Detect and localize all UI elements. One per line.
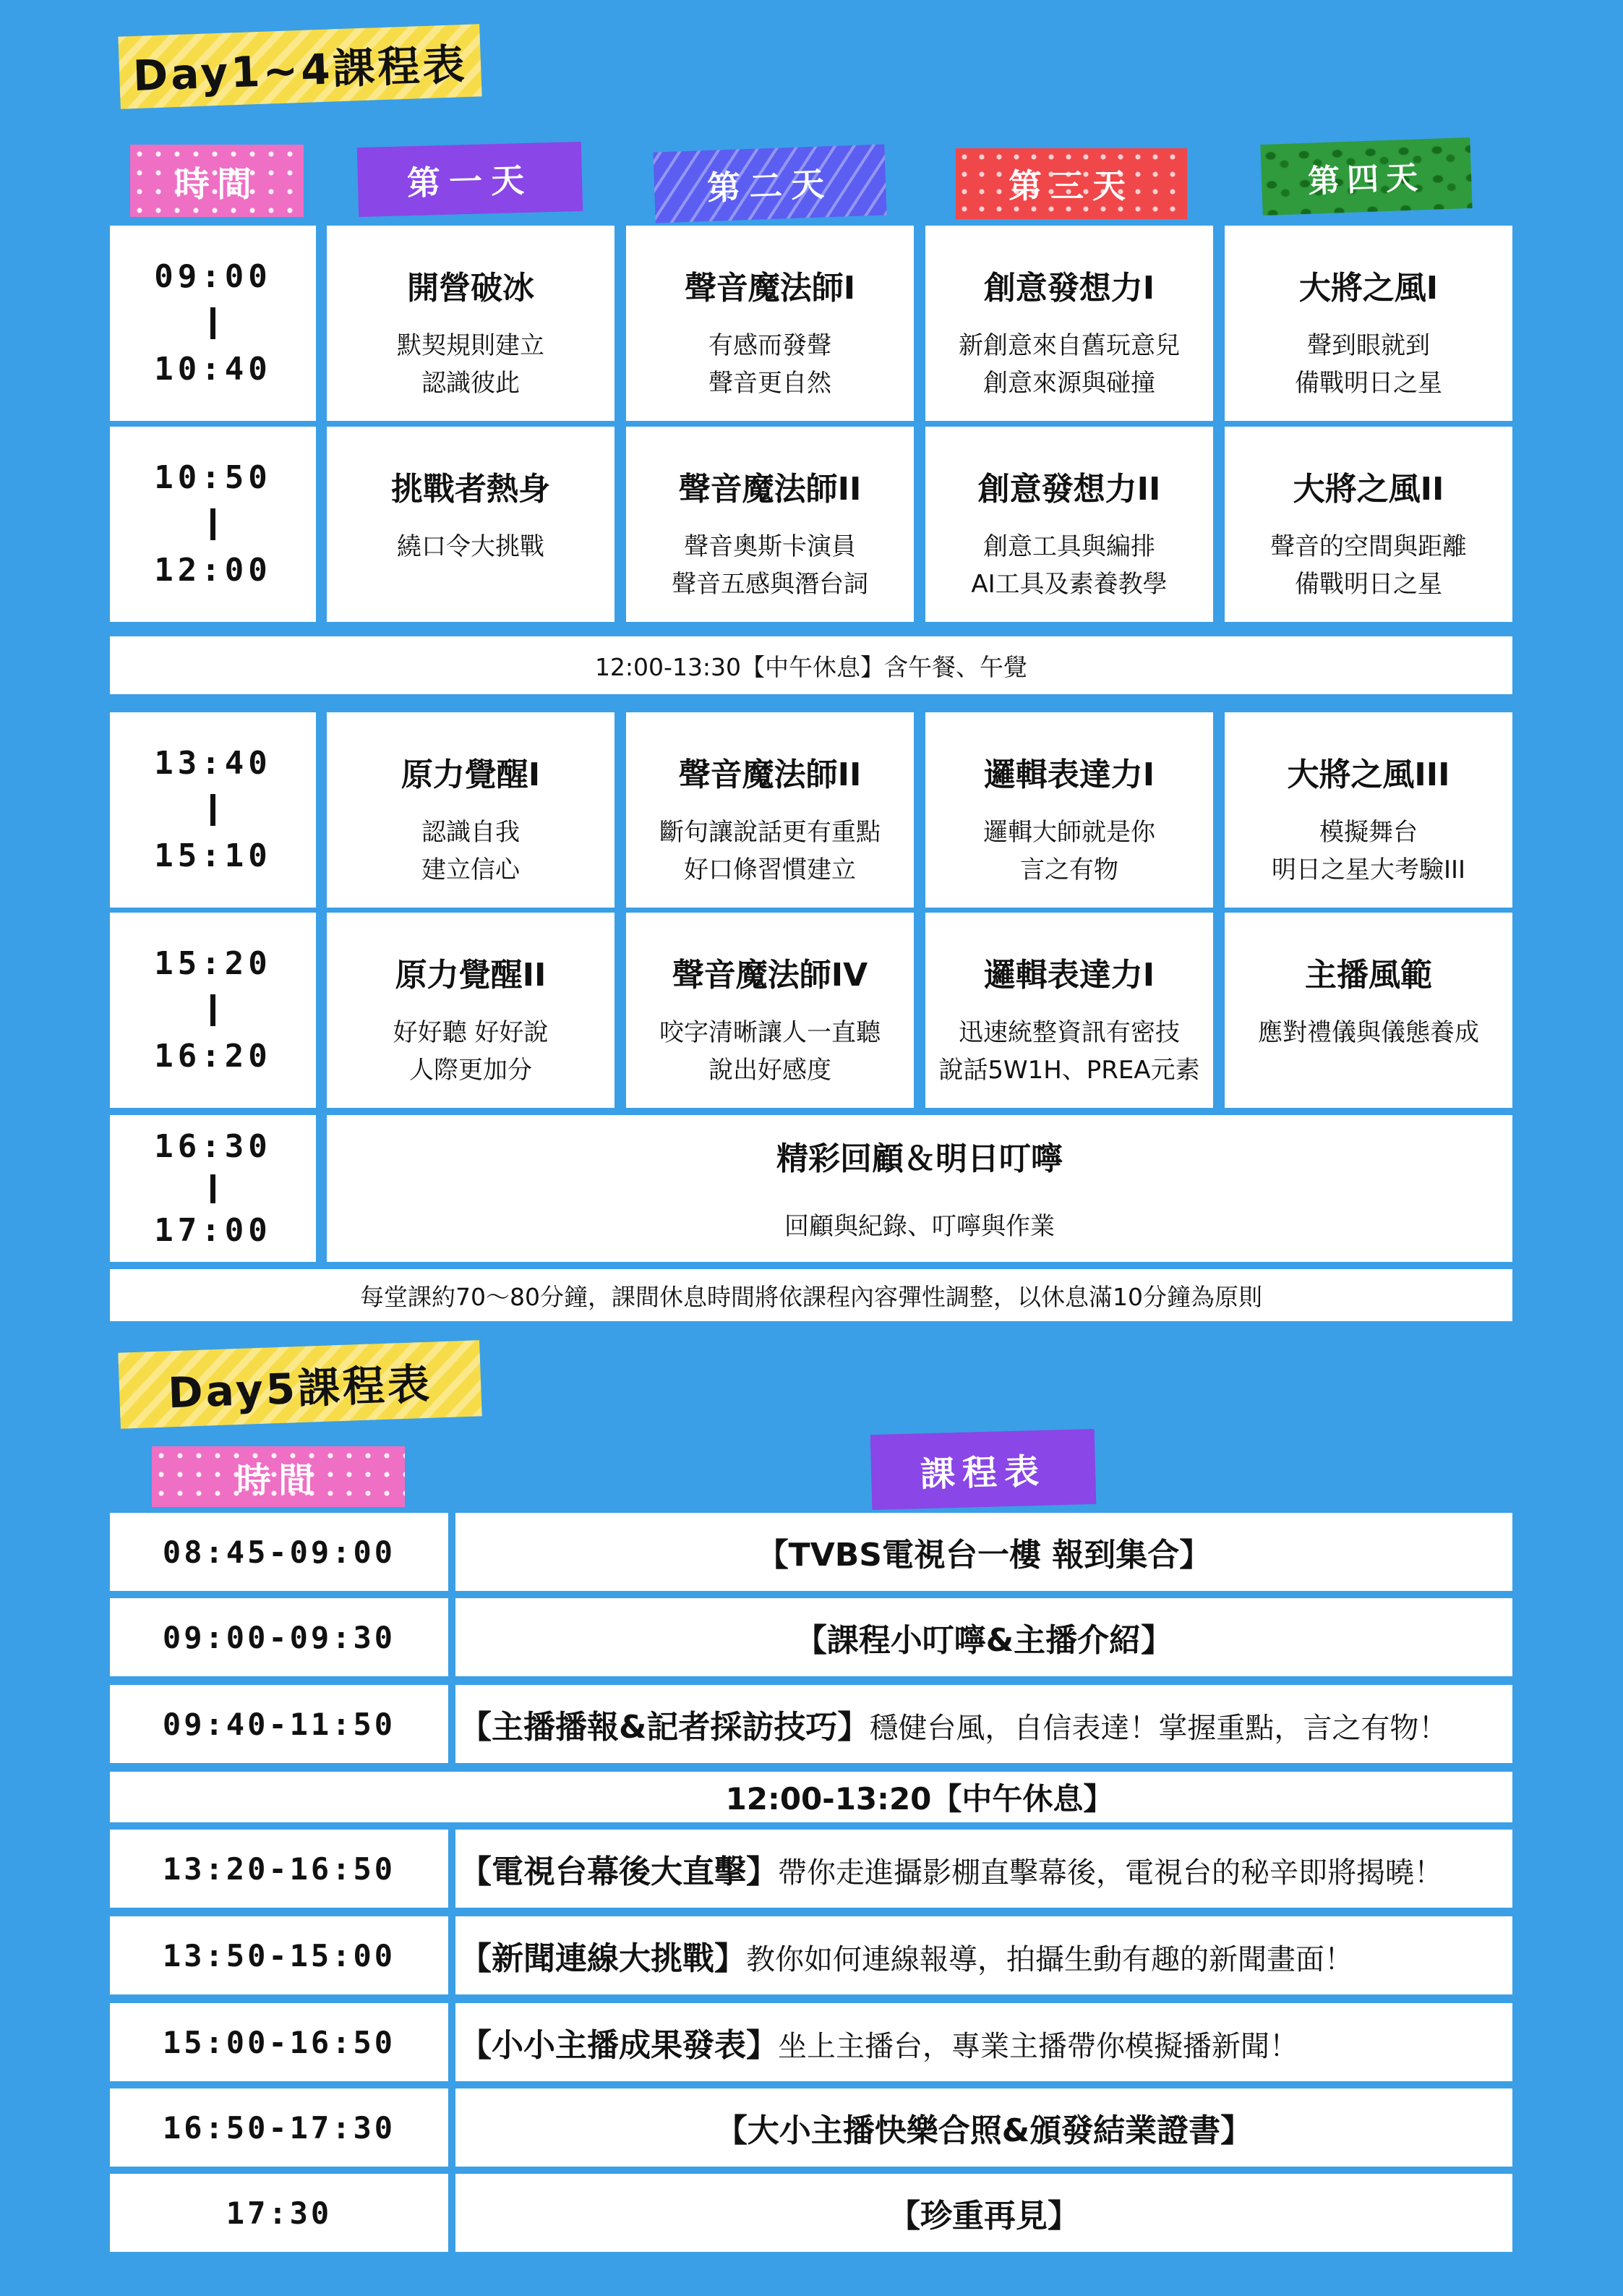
- course-line: 言之有物: [1020, 855, 1118, 884]
- day5-course-header: 課程表: [870, 1429, 1097, 1510]
- note-row: 每堂課約70～80分鐘，課間休息時間將依課程內容彈性調整，以休息滿10分鐘為原則: [110, 1269, 1512, 1321]
- course-cell: [925, 913, 1213, 1108]
- course-line: 備戰明日之星: [1295, 369, 1442, 398]
- day5-course-desc: 穩健台風，自信表達！掌握重點，言之有物！: [869, 1712, 1448, 1745]
- slot-end: 15:10: [154, 837, 272, 874]
- day1-header: 第一天: [357, 142, 583, 217]
- course-line: 邏輯大師就是你: [983, 818, 1155, 847]
- day5-course-desc: 帶你走進攝影棚直擊幕後，電視台的秘辛即將揭曉！: [778, 1856, 1443, 1890]
- day5-time-cell: [110, 1830, 448, 1908]
- course-cell: [925, 427, 1213, 622]
- review-cell: [327, 1115, 1512, 1262]
- day5-time-cell: [110, 1685, 448, 1763]
- course-title: 原力覺醒II: [395, 957, 547, 994]
- day5-course-cell: [455, 1598, 1512, 1676]
- course-line: 創意工具與編排: [983, 532, 1155, 561]
- day5-time: 09:00-09:30: [162, 1619, 396, 1655]
- course-line: 建立信心: [421, 855, 520, 884]
- day5-time-cell: [110, 2088, 448, 2167]
- course-title: 大將之風II: [1293, 471, 1444, 508]
- slot-start: 09:00: [154, 258, 272, 295]
- day5-course-cell: [455, 1685, 1512, 1763]
- day4-header: 第四天: [1260, 137, 1472, 215]
- course-title: 原力覺醒I: [401, 756, 541, 793]
- review-time: 16:30 17:00: [110, 1115, 316, 1262]
- day5-course-cell: [455, 2088, 1512, 2167]
- time-slot: [110, 913, 316, 1108]
- course-line: 人際更加分: [409, 1056, 532, 1085]
- time-separator: [210, 1174, 215, 1203]
- course-title: 聲音魔法師II: [678, 756, 862, 793]
- day5-time-cell: [110, 1513, 448, 1591]
- day5-time: 15:00-16:50: [162, 2024, 396, 2060]
- day5-course-title: 【課程小叮嚀&主播介紹】: [795, 1622, 1173, 1659]
- course-cell: [626, 226, 914, 421]
- day5-course-cell: [455, 1513, 1512, 1591]
- day5-course-title: 【TVBS電視台一樓 報到集合】: [756, 1537, 1212, 1574]
- course-cell: [925, 226, 1213, 421]
- course-title: 主播風範: [1305, 957, 1432, 994]
- course-title: 創意發想力I: [983, 270, 1155, 307]
- course-line: 好口條習慣建立: [684, 855, 856, 884]
- course-line: 新創意來自舊玩意兒: [959, 331, 1180, 360]
- day5-course-title: 【大小主播快樂合照&頒發結業證書】: [715, 2112, 1253, 2149]
- course-title: 邏輯表達力I: [983, 756, 1155, 793]
- course-line: 繞口令大挑戰: [397, 532, 544, 561]
- day5-time: 09:40-11:50: [162, 1706, 396, 1742]
- course-line: 明日之星大考驗III: [1271, 855, 1466, 884]
- time-separator: [210, 508, 215, 540]
- day5-time-cell: [110, 2174, 448, 2252]
- course-line: AI工具及素養教學: [971, 570, 1168, 599]
- time-separator: [210, 307, 215, 339]
- day5-time: 08:45-09:00: [162, 1534, 396, 1570]
- time-slot: [110, 226, 316, 421]
- course-cell: [1225, 427, 1512, 622]
- course-title: 創意發想力II: [977, 471, 1161, 508]
- course-cell: [1225, 712, 1512, 908]
- day5-time-cell: [110, 2003, 448, 2081]
- day5-time: 13:50-15:00: [162, 1937, 396, 1973]
- review-title: 精彩回顧＆明日叮嚀: [776, 1140, 1063, 1177]
- time-header: 時間: [130, 145, 304, 217]
- course-title: 大將之風III: [1287, 756, 1450, 793]
- course-line: 聲音五感與潛台詞: [672, 570, 868, 599]
- course-title: 聲音魔法師IV: [672, 957, 868, 994]
- course-line: 模擬舞台: [1319, 818, 1418, 847]
- day2-header: 第二天: [653, 144, 886, 223]
- day5-course-cell: [455, 2174, 1512, 2252]
- slot-end: 16:20: [154, 1038, 272, 1075]
- day5-course-desc: 坐上主播台，專業主播帶你模擬播新聞！: [778, 2030, 1298, 2063]
- course-cell: [626, 712, 914, 908]
- day5-course-title: 【小小主播成果發表】: [460, 2027, 778, 2064]
- course-cell: [327, 427, 614, 622]
- day5-course-cell: [455, 1916, 1512, 1994]
- course-line: 說出好感度: [708, 1056, 831, 1085]
- day5-time: 13:20-16:50: [162, 1851, 396, 1887]
- day5-time: 17:30: [226, 2195, 333, 2231]
- course-cell: [626, 913, 914, 1108]
- day5-course-desc: 教你如何連線報導，拍攝生動有趣的新聞畫面！: [746, 1943, 1353, 1976]
- course-line: 斷句讓說話更有重點: [659, 818, 881, 847]
- course-cell: [925, 712, 1213, 908]
- slot-start: 10:50: [154, 459, 272, 496]
- lunch-row: 12:00-13:30【中午休息】含午餐、午覺: [110, 636, 1512, 694]
- course-line: 有感而發聲: [708, 331, 831, 360]
- course-title: 邏輯表達力I: [983, 957, 1155, 994]
- course-title: 開營破冰: [407, 270, 534, 307]
- course-line: 迅速統整資訊有密技: [959, 1018, 1180, 1047]
- day5-time-cell: [110, 1598, 448, 1676]
- review-sub: 回顧與紀錄、叮嚀與作業: [784, 1211, 1055, 1241]
- time-slot: [110, 427, 316, 622]
- day5-course-title: 【珍重再見】: [888, 2198, 1079, 2235]
- course-line: 聲音奧斯卡演員: [684, 532, 856, 561]
- day3-header: 第三天: [956, 148, 1187, 219]
- day5-title: Day5課程表: [118, 1340, 481, 1428]
- course-line: 應對禮儀與儀態養成: [1258, 1018, 1479, 1047]
- day14-title: Day1~4課程表: [118, 24, 481, 108]
- course-title: 聲音魔法師II: [678, 471, 862, 508]
- day5-course-title: 【新聞連線大挑戰】: [460, 1940, 746, 1977]
- course-line: 聲音更自然: [708, 369, 831, 398]
- slot-start: 15:20: [154, 945, 272, 982]
- time-separator: [210, 794, 215, 826]
- course-line: 聲音的空間與距離: [1270, 532, 1467, 561]
- day5-course-title: 【電視台幕後大直擊】: [460, 1853, 778, 1890]
- slot-end: 12:00: [154, 552, 272, 589]
- time-separator: [210, 994, 215, 1026]
- course-cell: [1225, 226, 1512, 421]
- day5-time-cell: [110, 1916, 448, 1994]
- course-title: 聲音魔法師I: [684, 270, 856, 307]
- course-line: 認識彼此: [421, 369, 520, 398]
- day5-lunch-row: 12:00-13:20【中午休息】: [110, 1772, 1512, 1822]
- course-line: 咬字清晰讓人一直聽: [659, 1018, 881, 1047]
- course-cell: [327, 226, 614, 421]
- course-cell: [327, 712, 614, 908]
- day5-time: 16:50-17:30: [162, 2109, 396, 2146]
- slot-start: 13:40: [154, 745, 272, 782]
- day5-course-cell: [455, 1830, 1512, 1908]
- day5-course-cell: [455, 2003, 1512, 2081]
- course-line: 認識自我: [421, 818, 520, 847]
- slot-end: 10:40: [154, 351, 272, 388]
- course-line: 創意來源與碰撞: [983, 369, 1155, 398]
- course-line: 默契規則建立: [397, 331, 544, 360]
- course-title: 挑戰者熱身: [391, 471, 550, 508]
- day5-course-title: 【主播播報&記者採訪技巧】: [460, 1709, 870, 1746]
- time-slot: [110, 712, 316, 908]
- course-cell: [1225, 913, 1512, 1108]
- course-cell: [626, 427, 914, 622]
- day5-time-header: 時間: [152, 1446, 405, 1507]
- course-title: 大將之風I: [1298, 270, 1439, 307]
- course-line: 好好聽 好好說: [393, 1018, 549, 1047]
- course-line: 備戰明日之星: [1295, 570, 1442, 599]
- course-cell: [327, 913, 614, 1108]
- course-line: 說話5W1H、PREA元素: [938, 1056, 1200, 1085]
- course-line: 聲到眼就到: [1307, 331, 1430, 360]
